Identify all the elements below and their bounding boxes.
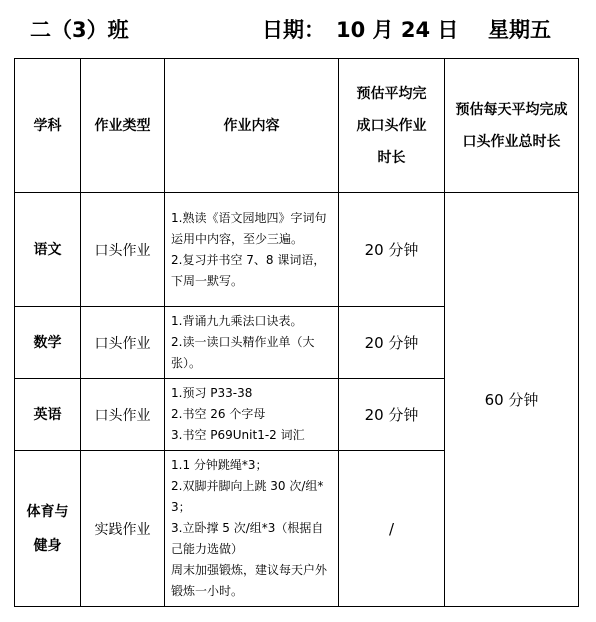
subject-line: 数学 <box>33 334 62 351</box>
content-cell <box>165 379 339 451</box>
duration-cell: 20 分钟 <box>339 307 445 379</box>
header-type: 作业类型 <box>81 59 165 193</box>
header-content: 作业内容 <box>165 59 339 193</box>
content-cell <box>165 307 339 379</box>
table-row <box>15 193 579 307</box>
subject-line: 语文 <box>33 241 62 258</box>
header-subject: 学科 <box>15 59 81 193</box>
content-cell <box>165 451 339 607</box>
header-avg-line: 预估平均完 <box>356 85 427 102</box>
header-daily-line: 预估每天平均完成 <box>455 101 568 118</box>
content-line: 2.书空 26 个字母 <box>171 407 266 421</box>
table-header-row <box>15 59 579 193</box>
date-value: 10 月 24 日 <box>336 18 459 42</box>
duration-cell: 20 分钟 <box>339 193 445 307</box>
header-avg-duration <box>339 59 445 193</box>
duration-cell: 20 分钟 <box>339 379 445 451</box>
subject-cell <box>15 379 81 451</box>
subject-cell <box>15 451 81 607</box>
header-daily-total <box>445 59 579 193</box>
page-header <box>0 12 596 44</box>
content-line: 2.复习并书空 7、8 课词语，下周一默写。 <box>171 252 326 288</box>
content-line: 2.双脚并脚向上跳 30 次/组*3； <box>171 479 324 514</box>
subject-cell <box>15 307 81 379</box>
type-cell: 口头作业 <box>81 193 165 307</box>
weekday: 星期五 <box>488 18 551 42</box>
content-cell <box>165 193 339 307</box>
header-daily-line: 口头作业总时长 <box>462 133 561 150</box>
content-line: 1.预习 P33-38 <box>171 386 253 400</box>
content-line: 3.立卧撑 5 次/组*3（根据自己能力选做） <box>171 521 324 556</box>
total-daily-cell: 60 分钟 <box>445 193 579 607</box>
subject-line: 英语 <box>33 406 62 423</box>
subject-cell <box>15 193 81 307</box>
subject-line: 健身 <box>33 537 62 554</box>
type-cell: 口头作业 <box>81 379 165 451</box>
class-name: 二（3）班 <box>30 18 129 42</box>
type-cell: 口头作业 <box>81 307 165 379</box>
content-line: 3.书空 P69Unit1-2 词汇 <box>171 428 305 442</box>
header-avg-line: 时长 <box>377 149 406 166</box>
date-label: 日期： <box>262 18 325 42</box>
content-line: 1.背诵九九乘法口诀表。 <box>171 314 303 328</box>
duration-cell: / <box>339 451 445 607</box>
homework-table <box>14 58 579 607</box>
content-line: 1.1 分钟跳绳*3； <box>171 458 268 472</box>
content-line: 2.读一读口头精作业单（大张）。 <box>171 335 315 370</box>
subject-line: 体育与 <box>26 503 69 520</box>
header-avg-line: 成口头作业 <box>356 117 427 134</box>
type-cell: 实践作业 <box>81 451 165 607</box>
content-line: 1.熟读《语文园地四》字词句运用中内容，至少三遍。 <box>171 210 327 246</box>
content-line: 周末加强锻炼，建议每天户外锻炼一小时。 <box>171 563 328 598</box>
